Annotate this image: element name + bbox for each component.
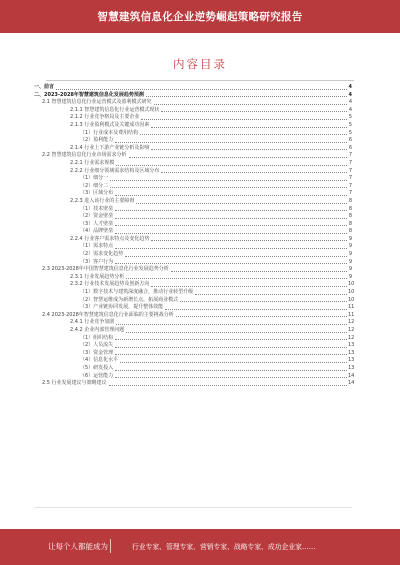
toc-dot-leader xyxy=(161,111,347,112)
toc-entry[interactable] xyxy=(34,327,355,335)
toc-entry-text: （2）盈利能力 xyxy=(80,137,114,144)
toc-page-number: 9 xyxy=(348,251,352,258)
toc-page-number: 10 xyxy=(348,296,355,303)
toc-page-number: 11 xyxy=(348,311,355,318)
toc-dot-leader xyxy=(195,294,347,295)
toc-entry-text: 一、前言 xyxy=(34,84,55,90)
toc-entry-text: 2.2.4 行业客户需求特点及变化趋势 xyxy=(70,235,150,242)
toc-entry[interactable] xyxy=(34,342,355,350)
toc-entry[interactable] xyxy=(34,198,352,206)
toc-page-number: 13 xyxy=(348,357,355,364)
toc-dot-leader xyxy=(151,240,347,241)
toc-bottom-rule xyxy=(34,507,352,508)
footer-roles: 行业专家、管理专家、营销专家、战略专家、成功企业家…… xyxy=(132,543,316,551)
report-title: 智慧建筑信息化企业逆势崛起策略研究报告 xyxy=(97,11,303,23)
toc-entry-text: （3）区域分布 xyxy=(80,190,114,197)
toc-heading: 内容目录 xyxy=(173,57,227,71)
toc-page-number: 14 xyxy=(348,372,355,379)
toc-entry[interactable] xyxy=(34,84,352,92)
toc-entry[interactable] xyxy=(34,122,352,130)
toc-entry-text: （1）组织结构 xyxy=(80,334,114,341)
toc-entry-text: 2.3.2 行业技术发展趋势及创新方向 xyxy=(70,281,150,288)
toc-page-number: 13 xyxy=(348,364,355,371)
toc-entry[interactable] xyxy=(34,99,352,107)
toc-dot-leader xyxy=(180,301,347,302)
toc-entry-text: 2.5 行业发展建议与策略建议 xyxy=(42,380,107,387)
toc-page-number: 8 xyxy=(348,213,352,220)
toc-dot-leader xyxy=(115,248,347,249)
footer-divider xyxy=(110,539,111,553)
toc-page-number: 9 xyxy=(348,273,352,280)
toc-entry-text: 2.1 智慧建筑信息化行业运营模式及盈利模式研究 xyxy=(42,99,152,106)
toc-dot-leader xyxy=(115,339,347,340)
toc-page-number: 4 xyxy=(348,84,352,90)
toc-page-number: 11 xyxy=(348,304,355,311)
toc-entry[interactable] xyxy=(34,243,352,251)
toc-entry[interactable] xyxy=(34,380,355,388)
toc-page-number: 14 xyxy=(348,380,355,387)
toc-entry-text: （4）信息化水平 xyxy=(80,357,119,364)
toc-dot-leader xyxy=(125,256,347,257)
toc-entry-text: （1）数字技术与建筑深度融合，推动行业转型升级 xyxy=(80,289,194,296)
toc-dot-leader xyxy=(115,354,347,355)
toc-page-number: 4 xyxy=(348,91,352,98)
toc-dot-leader xyxy=(115,347,347,348)
toc-entry-text: 2.4 2023-2028年智慧建筑信息化行业面临的主要挑战分析 xyxy=(42,311,174,318)
toc-dot-leader xyxy=(165,309,347,310)
toc-entry-text: （1）技术壁垒 xyxy=(80,205,114,212)
toc-entry-text: （2）人员流失 xyxy=(80,342,114,349)
toc-dot-leader xyxy=(171,271,347,272)
toc-page-number: 5 xyxy=(348,114,352,121)
toc-entry-text: 2.2 智慧建筑信息化行业市场需求分析 xyxy=(42,152,127,159)
toc-page-number: 7 xyxy=(348,175,352,182)
toc-entry-text: 二、2023-2028年智慧建筑信息化发展趋势预测 xyxy=(34,91,144,98)
toc-entry[interactable] xyxy=(34,206,352,214)
toc-entry[interactable] xyxy=(34,319,355,327)
toc-page-number: 10 xyxy=(348,281,355,288)
toc-dot-leader xyxy=(115,233,347,234)
toc-entry-text: 2.4.2 企业内部管理问题 xyxy=(70,327,125,333)
toc-entry-text: 2.2.1 行业需求规模 xyxy=(70,159,115,166)
toc-page-number: 9 xyxy=(348,243,352,250)
toc-dot-leader xyxy=(115,377,347,378)
toc-entry-text: （1）细分一 xyxy=(80,175,109,182)
toc-entry-text: （6）运营能力 xyxy=(80,372,114,379)
toc-dot-leader xyxy=(151,149,347,150)
toc-entry-text: 2.4.1 行业竞争加剧 xyxy=(70,319,115,326)
toc-dot-leader xyxy=(56,89,347,90)
toc-dot-leader xyxy=(116,165,347,166)
toc-page-number: 13 xyxy=(348,342,355,349)
toc-dot-leader xyxy=(120,362,347,363)
toc-entry-text: 2.3 2023-2028年中国智慧建筑信息化行业发展趋势分析 xyxy=(42,266,169,273)
header-bar xyxy=(0,0,400,33)
toc-entry[interactable] xyxy=(34,137,352,145)
toc-entry[interactable] xyxy=(34,289,355,297)
toc-dot-leader xyxy=(115,195,347,196)
toc-page-number: 12 xyxy=(348,319,355,326)
toc-page-number: 12 xyxy=(348,327,355,333)
toc-dot-leader xyxy=(115,210,347,211)
toc-page-number: 8 xyxy=(348,205,352,212)
toc-dot-leader xyxy=(129,157,347,158)
toc-page-number: 8 xyxy=(348,228,352,235)
toc-entry[interactable] xyxy=(34,364,355,373)
toc-page-number: 9 xyxy=(348,266,352,273)
toc-dot-leader xyxy=(110,187,347,188)
toc-entry-text: （1）需求特点 xyxy=(80,243,114,250)
toc-page-number: 12 xyxy=(348,334,355,341)
toc-page-number: 9 xyxy=(348,235,352,242)
toc-entry[interactable] xyxy=(34,266,352,274)
toc-entry-text: （2）资金壁垒 xyxy=(80,213,114,220)
toc-page-number: 4 xyxy=(348,106,352,113)
toc-page-number: 7 xyxy=(348,159,352,166)
toc-entry-text: （3）产业链协同发展，提升整体效能 xyxy=(80,304,164,311)
toc-entry[interactable] xyxy=(34,114,352,122)
toc-entry-text: （4）品牌壁垒 xyxy=(80,228,114,235)
toc-dot-leader xyxy=(176,316,347,317)
toc-dot-leader xyxy=(140,134,347,135)
toc-dot-leader xyxy=(126,332,347,333)
toc-page-number: 8 xyxy=(348,220,352,227)
toc-entry-text: 2.3.1 行业发展趋势分析 xyxy=(70,273,125,280)
toc-entry-text: （5）研发投入 xyxy=(80,364,114,371)
footer-slogan: 让每个人都能成为 xyxy=(48,542,108,551)
toc-dot-leader xyxy=(136,203,347,204)
toc-dot-leader xyxy=(109,385,347,386)
toc-top-rule xyxy=(46,80,354,81)
toc-dot-leader xyxy=(110,180,347,181)
toc-entry[interactable] xyxy=(34,160,352,168)
toc-page-number: 7 xyxy=(348,190,352,197)
toc-entry-text: 2.1.4 行业上下游产业链分析及影响 xyxy=(70,144,150,151)
toc-page-number: 10 xyxy=(348,289,355,296)
toc-entry[interactable] xyxy=(34,357,355,365)
toc-dot-leader xyxy=(146,96,347,97)
toc-dot-leader xyxy=(115,225,347,226)
toc-entry[interactable] xyxy=(34,251,352,259)
toc-dot-leader xyxy=(126,278,347,279)
toc-page-number: 7 xyxy=(348,167,352,174)
toc-entry-text: 2.2.3 进入该行业的主要障碍 xyxy=(70,197,135,204)
toc-entry-text: （2）智慧运维成为新增长点，拓展商业模式 xyxy=(80,296,179,303)
toc-entry[interactable] xyxy=(34,281,355,289)
table-of-contents xyxy=(34,84,355,388)
toc-dot-leader xyxy=(151,127,347,128)
toc-page-number: 6 xyxy=(348,137,352,144)
toc-entry[interactable] xyxy=(34,228,352,236)
toc-entry-text: （3）资金管理 xyxy=(80,349,114,356)
toc-page-number: 9 xyxy=(348,258,352,265)
toc-dot-leader xyxy=(116,324,347,325)
toc-dot-leader xyxy=(115,263,347,264)
toc-dot-leader xyxy=(115,142,347,143)
toc-page-number: 4 xyxy=(348,99,352,106)
toc-page-number: 7 xyxy=(348,182,352,189)
toc-dot-leader xyxy=(154,104,347,105)
toc-dot-leader xyxy=(161,172,347,173)
toc-page-number: 5 xyxy=(348,121,352,128)
toc-dot-leader xyxy=(141,119,347,120)
toc-entry-text: （3）客户行为 xyxy=(80,258,114,265)
toc-entry-text: （1）行业成本及费用结构 xyxy=(80,129,139,136)
toc-entry-text: （2）细分二 xyxy=(80,182,109,189)
toc-entry[interactable] xyxy=(34,213,352,221)
toc-dot-leader xyxy=(115,370,347,371)
toc-entry[interactable] xyxy=(34,190,352,198)
toc-dot-leader xyxy=(151,286,347,287)
toc-page-number: 6 xyxy=(348,144,352,151)
toc-entry-text: （2）需求变化趋势 xyxy=(80,251,124,258)
toc-entry[interactable] xyxy=(34,168,352,176)
toc-page-number: 8 xyxy=(348,197,352,204)
toc-entry-text: 2.2.2 行业细分领域需求结构及区域分布 xyxy=(70,167,160,174)
toc-entry-text: 2.1.2 行业竞争格局及主要企业 xyxy=(70,114,140,121)
toc-entry[interactable] xyxy=(34,175,352,183)
toc-entry-text: 2.1.3 行业盈利模式及关键成功因素 xyxy=(70,121,150,128)
toc-page-number: 7 xyxy=(348,152,352,159)
toc-page-number: 5 xyxy=(348,129,352,136)
toc-dot-leader xyxy=(115,218,347,219)
toc-entry[interactable] xyxy=(34,304,355,312)
footer-bar xyxy=(0,529,400,565)
toc-page-number: 13 xyxy=(348,349,355,356)
toc-entry[interactable] xyxy=(34,152,352,160)
toc-entry-text: 2.1.1 智慧建筑信息化行业运营模式现状 xyxy=(70,106,160,113)
toc-entry-text: （3）人才壁垒 xyxy=(80,220,114,227)
